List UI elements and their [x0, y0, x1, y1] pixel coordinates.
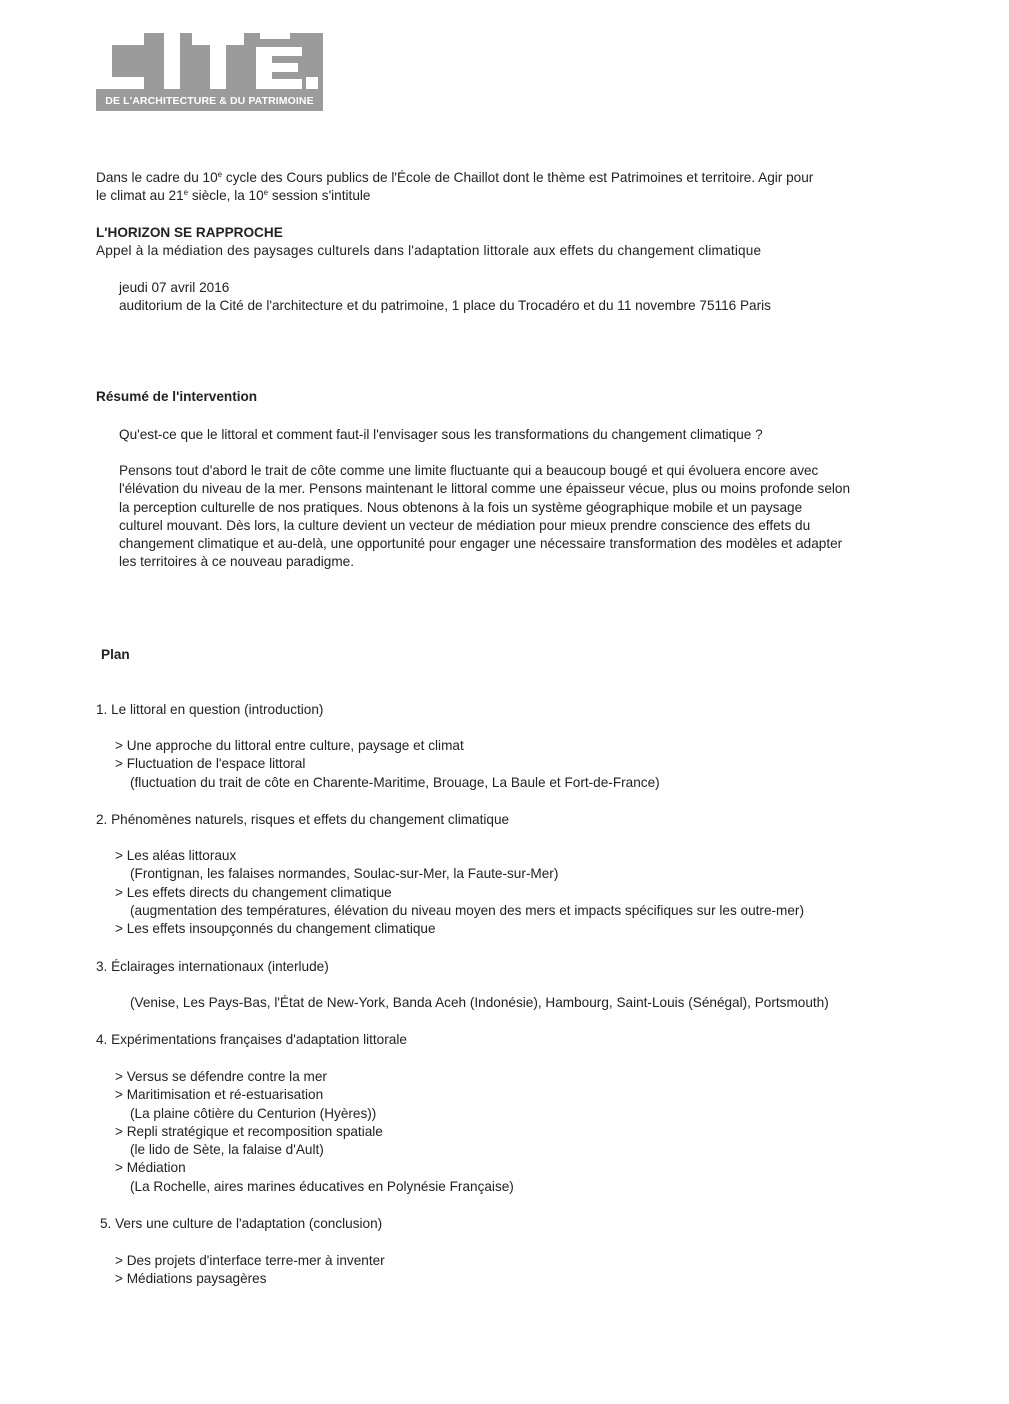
logo-subtitle: DE L'ARCHITECTURE & DU PATRIMOINE: [105, 95, 314, 107]
resume-heading: Résumé de l'intervention: [96, 389, 258, 404]
intro-line-1: Dans le cadre du 10e cycle des Cours publics de l'École de Chaillot dont le thème est Patrimoines et territoire. Agir pour: [96, 170, 814, 185]
plan-heading: Plan: [101, 647, 130, 662]
resume-question: Qu'est-ce que le littoral et comment faut-il l'envisager sous les transformations du changement climatique ?: [119, 427, 763, 442]
plan-section-2-title: 2. Phénomènes naturels, risques et effets du changement climatique: [96, 812, 510, 827]
plan-section-4-title: 4. Expérimentations françaises d'adaptation littorale: [96, 1032, 407, 1047]
list-item-detail: (fluctuation du trait de côte en Charente-Maritime, Brouage, La Baule et Fort-de-France): [130, 774, 660, 790]
list-item: > Des projets d'interface terre-mer à inventer: [115, 1253, 385, 1268]
resume-line: changement climatique et au-delà, une opportunité pour engager une nécessaire transformation des modèles et adapter: [119, 536, 843, 552]
session-subtitle: Appel à la médiation des paysages culturels dans l'adaptation littorale aux effets du changement climatique: [96, 243, 762, 258]
resume-line: culturel mouvant. Dès lors, la culture devient un vecteur de médiation pour mieux prendre conscience des effets du: [119, 517, 811, 533]
session-title: L'HORIZON SE RAPPROCHE: [96, 225, 283, 240]
list-item: > Médiations paysagères: [115, 1271, 267, 1287]
plan-section-3-items: [115, 994, 829, 1012]
resume-line: la perception culturelle de nos pratiques. Nous obtenons à la fois un système géographique mobile et un paysage: [119, 499, 803, 515]
list-item: > Médiation: [115, 1160, 186, 1176]
plan-section-2-items: [115, 847, 804, 938]
list-item: > Fluctuation de l'espace littoral: [115, 756, 306, 772]
list-item-detail: (La plaine côtière du Centurion (Hyères)): [130, 1105, 377, 1121]
plan-section-3-title: 3. Éclairages internationaux (interlude): [96, 959, 329, 974]
list-item-detail: (La Rochelle, aires marines éducatives en Polynésie Française): [130, 1178, 514, 1194]
plan-section-4-items: [115, 1068, 514, 1196]
resume-line: Pensons tout d'abord le trait de côte comme une limite fluctuante qui a beaucoup bougé et qui évoluera encore avec: [119, 463, 819, 478]
list-item-detail: (Frontignan, les falaises normandes, Soulac-sur-Mer, la Faute-sur-Mer): [130, 866, 559, 882]
list-item-detail: (le lido de Sète, la falaise d'Ault): [130, 1142, 324, 1158]
resume-line: les territoires à ce nouveau paradigme.: [119, 554, 354, 570]
plan-section-5-items: [115, 1252, 385, 1289]
session-venue: auditorium de la Cité de l'architecture et du patrimoine, 1 place du Trocadéro et du 11 novembre 75116 Paris: [119, 298, 771, 313]
list-item: > Repli stratégique et recomposition spatiale: [115, 1123, 383, 1139]
list-item: > Une approche du littoral entre culture, paysage et climat: [115, 738, 464, 753]
session-date: jeudi 07 avril 2016: [119, 280, 230, 295]
plan-section-1-title: 1. Le littoral en question (introduction): [96, 702, 324, 717]
list-item-detail: (Venise, Les Pays-Bas, l'État de New-York, Banda Aceh (Indonésie), Hambourg, Saint-Louis (Sénégal), Portsmouth): [130, 995, 829, 1010]
list-item: > Les effets directs du changement climatique: [115, 884, 392, 900]
intro-line-2: le climat au 21e siècle, la 10e session s'intitule: [96, 188, 371, 203]
resume-paragraph: [119, 462, 850, 572]
resume-line: l'élévation du niveau de la mer. Pensons maintenant le littoral comme une épaisseur vécue, plus ou moins profonde selon: [119, 481, 851, 497]
list-item: > Les effets insoupçonnés du changement climatique: [115, 921, 436, 937]
list-item: > Maritimisation et ré-estuarisation: [115, 1087, 324, 1103]
list-item: > Les aléas littoraux: [115, 848, 237, 863]
plan-section-1-items: [115, 737, 660, 792]
list-item: > Versus se défendre contre la mer: [115, 1069, 327, 1084]
list-item-detail: (augmentation des températures, élévation du niveau moyen des mers et impacts spécifiques sur les outre-mer): [130, 902, 804, 918]
plan-section-5-title: 5. Vers une culture de l'adaptation (conclusion): [100, 1216, 383, 1231]
cite-logo: [96, 33, 323, 111]
